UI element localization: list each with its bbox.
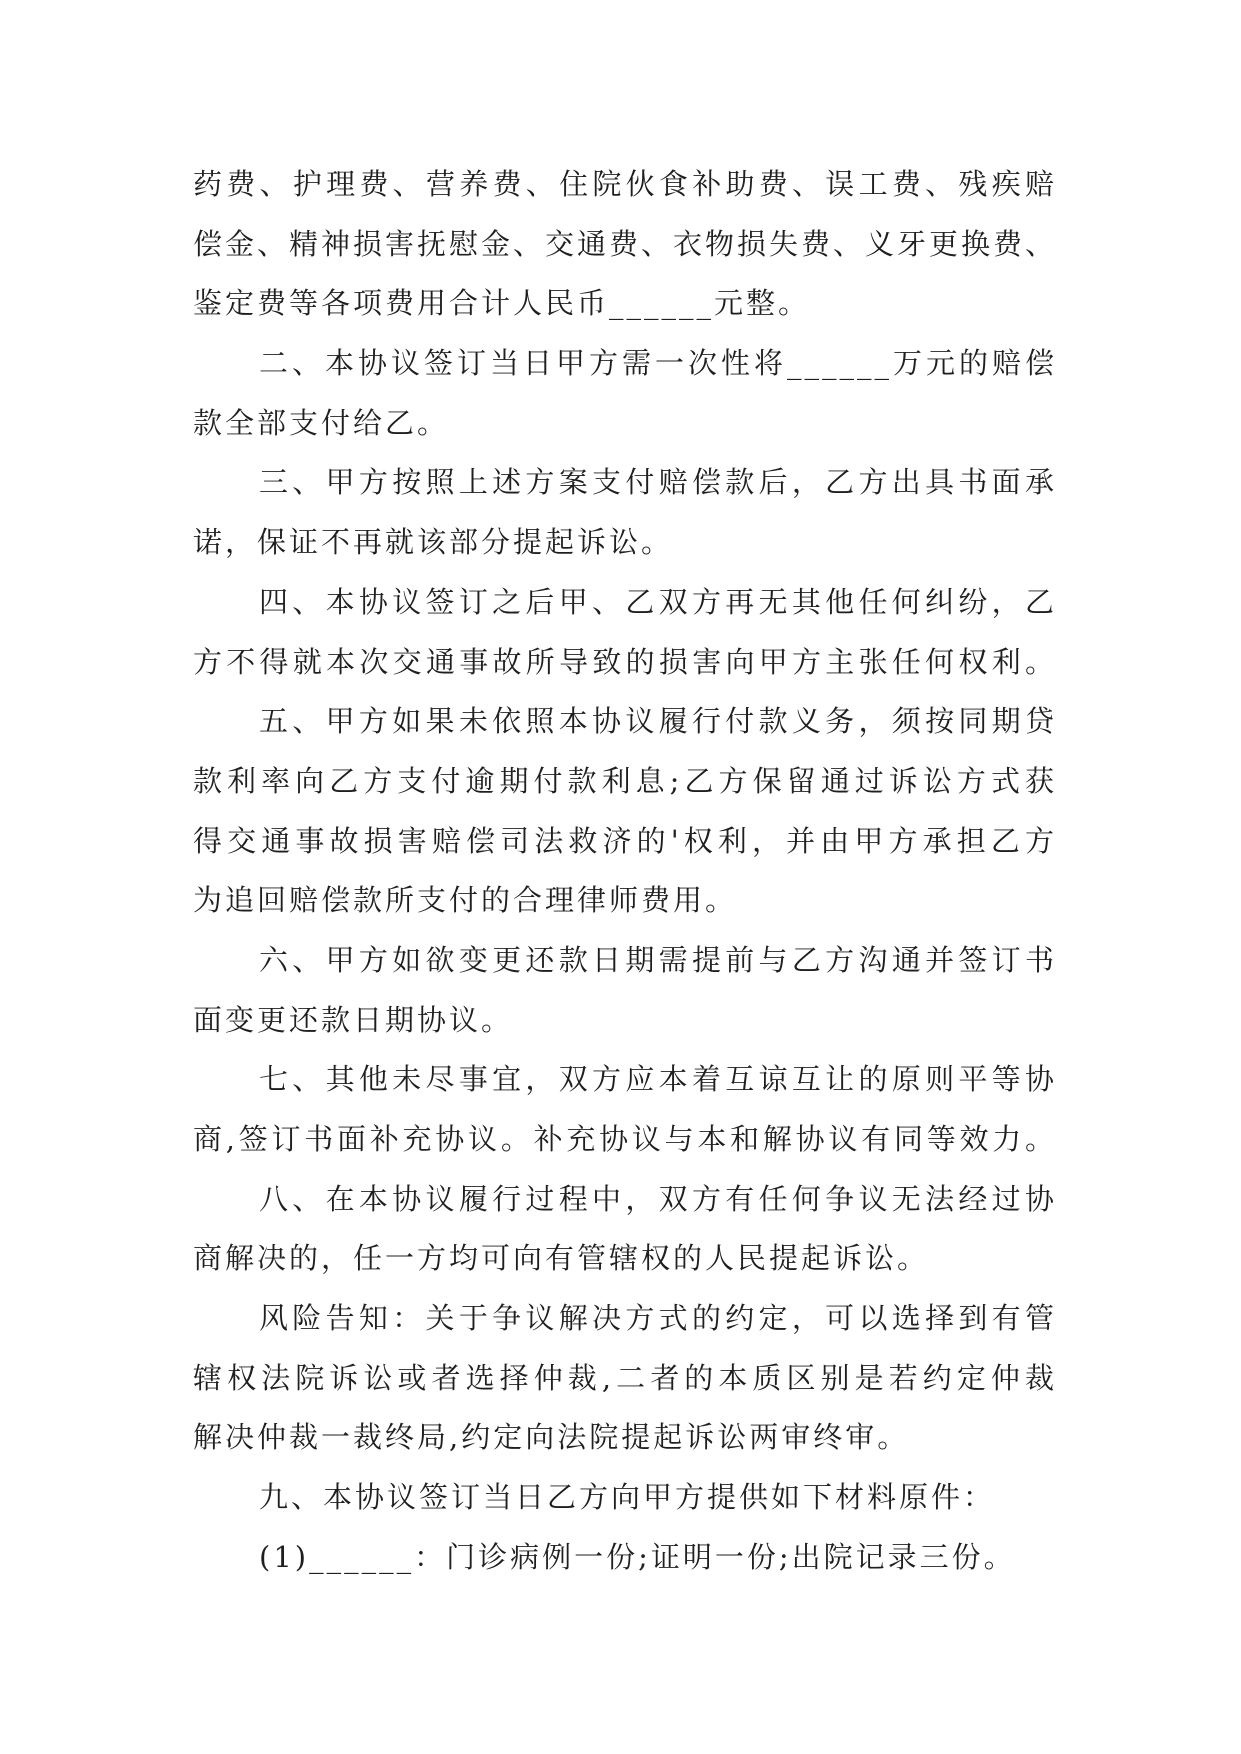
paragraph-line: 六、甲方如欲变更还款日期需提前与乙方沟通并签订书 [259,942,1057,977]
clause-2 [193,334,1057,453]
paragraph-line: (1)______：门诊病例一份;证明一份;出院记录三份。 [259,1539,1016,1574]
paragraph-line: 八、在本协议履行过程中，双方有任何争议无法经过协 [259,1181,1057,1216]
document-body [193,155,1057,1588]
paragraph-line: 商,签订书面补充协议。补充协议与本和解协议有同等效力。 [193,1122,1057,1156]
paragraph-line: 九、本协议签订当日乙方向甲方提供如下材料原件： [259,1480,996,1515]
clause-4 [193,573,1057,692]
clause-6 [193,931,1057,1050]
paragraph-line: 偿金、精神损害抚慰金、交通费、衣物损失费、义牙更换费、 [193,226,1058,261]
paragraph-line: 方不得就本次交通事故所导致的损害向甲方主张任何权利。 [193,644,1057,679]
paragraph-compensation-items [193,155,1057,334]
paragraph-line: 为追回赔偿款所支付的合理律师费用。 [193,883,738,918]
paragraph-line: 商解决的，任一方均可向有管辖权的人民提起诉讼。 [193,1241,930,1276]
paragraph-line: 鉴定费等各项费用合计人民币______元整。 [193,286,811,321]
paragraph-line: 三、甲方按照上述方案支付赔偿款后，乙方出具书面承 [259,465,1057,500]
clause-3 [193,453,1057,572]
paragraph-line: 五、甲方如果未依照本协议履行付款义务，须按同期贷 [259,704,1057,739]
paragraph-line: 面变更还款日期协议。 [193,1002,514,1037]
paragraph-line: 款全部支付给乙。 [193,405,450,440]
paragraph-line: 四、本协议签订之后甲、乙双方再无其他任何纠纷，乙 [259,584,1057,619]
paragraph-line: 二、本协议签订当日甲方需一次性将______万元的赔偿 [259,346,1057,381]
paragraph-line: 解决仲裁一裁终局,约定向法院提起诉讼两审终审。 [193,1420,910,1455]
clause-7 [193,1050,1057,1169]
clause-9-item-1 [193,1528,1057,1588]
risk-notice [193,1289,1057,1468]
paragraph-line: 风险告知：关于争议解决方式的约定，可以选择到有管 [259,1301,1057,1336]
paragraph-line: 辖权法院诉讼或者选择仲裁,二者的本质区别是若约定仲裁 [193,1360,1057,1395]
paragraph-line: 诺，保证不再就该部分提起诉讼。 [193,525,674,560]
clause-9 [193,1468,1057,1528]
paragraph-line: 药费、护理费、营养费、住院伙食补助费、误工费、残疾赔 [193,167,1057,201]
paragraph-line: 七、其他未尽事宜，双方应本着互谅互让的原则平等协 [259,1062,1057,1097]
clause-8 [193,1170,1057,1289]
clause-5 [193,692,1057,931]
paragraph-line: 得交通事故损害赔偿司法救济的'权利，并由甲方承担乙方 [193,823,1057,858]
paragraph-line: 款利率向乙方支付逾期付款利息;乙方保留通过诉讼方式获 [193,763,1057,798]
